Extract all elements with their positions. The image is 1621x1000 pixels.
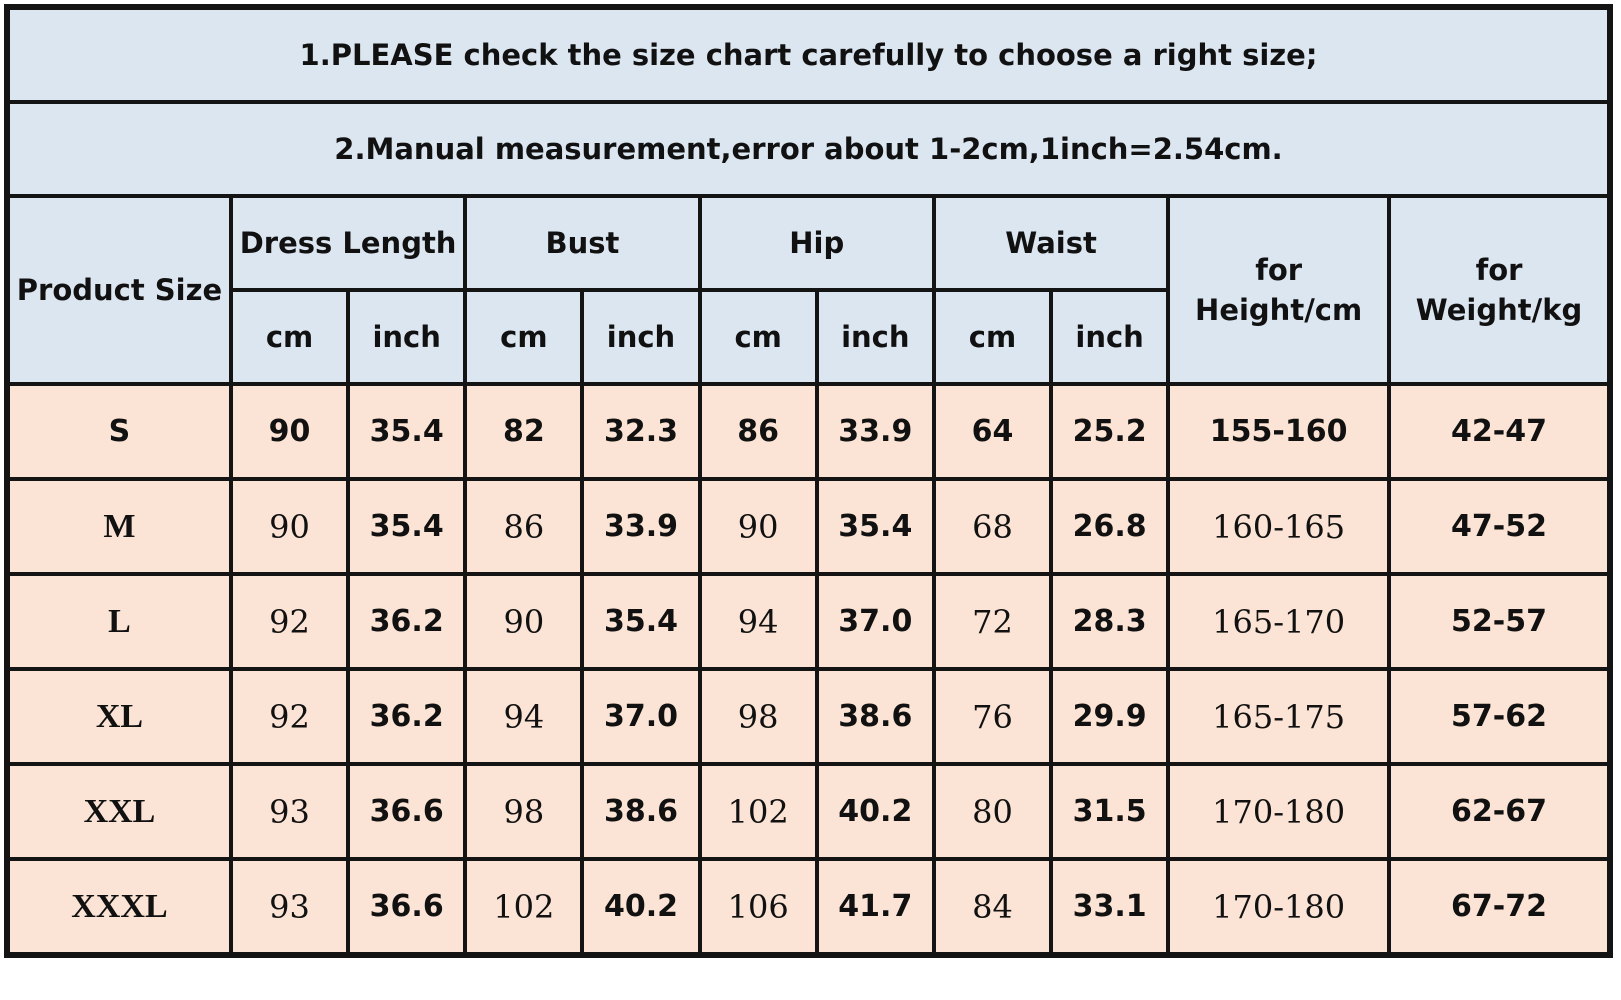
cell-size: XXL [7, 764, 231, 859]
cell-hip-cm: 94 [700, 574, 817, 669]
header-for-weight-line2: Weight/kg [1415, 293, 1583, 327]
unit-inch-waist: inch [1051, 290, 1168, 384]
cell-waist-inch: 33.1 [1051, 859, 1168, 955]
cell-waist-cm: 80 [934, 764, 1051, 859]
cell-bust-inch: 37.0 [582, 669, 699, 764]
cell-hip-cm: 102 [700, 764, 817, 859]
cell-hip-cm: 98 [700, 669, 817, 764]
header-for-weight-line1: for [1475, 253, 1523, 287]
unit-cm-waist: cm [934, 290, 1051, 384]
cell-bust-inch: 38.6 [582, 764, 699, 859]
unit-inch-dress-length: inch [348, 290, 465, 384]
cell-bust-cm: 98 [465, 764, 582, 859]
header-for-height-line1: for [1255, 253, 1303, 287]
notice-measurement-error: 2.Manual measurement,error about 1-2cm,1inch=2.54cm. [7, 102, 1610, 196]
header-for-weight [1389, 196, 1610, 384]
cell-bust-inch: 40.2 [582, 859, 699, 955]
cell-height: 155-160 [1168, 384, 1389, 479]
cell-bust-cm: 86 [465, 479, 582, 574]
cell-hip-cm: 106 [700, 859, 817, 955]
header-product-size: Product Size [7, 196, 231, 384]
cell-waist-cm: 72 [934, 574, 1051, 669]
unit-cm-hip: cm [700, 290, 817, 384]
cell-length-inch: 35.4 [348, 384, 465, 479]
cell-height: 170-180 [1168, 764, 1389, 859]
cell-hip-inch: 33.9 [817, 384, 934, 479]
cell-length-inch: 36.2 [348, 574, 465, 669]
cell-waist-inch: 25.2 [1051, 384, 1168, 479]
cell-length-cm: 90 [231, 479, 348, 574]
cell-bust-inch: 35.4 [582, 574, 699, 669]
header-hip: Hip [700, 196, 934, 290]
cell-weight: 42-47 [1389, 384, 1610, 479]
cell-hip-cm: 86 [700, 384, 817, 479]
cell-size: L [7, 574, 231, 669]
notice-size-check: 1.PLEASE check the size chart carefully to choose a right size; [7, 7, 1610, 102]
cell-length-cm: 90 [231, 384, 348, 479]
cell-weight: 67-72 [1389, 859, 1610, 955]
cell-size: S [7, 384, 231, 479]
cell-length-cm: 93 [231, 859, 348, 955]
cell-hip-inch: 40.2 [817, 764, 934, 859]
cell-waist-inch: 26.8 [1051, 479, 1168, 574]
cell-waist-inch: 31.5 [1051, 764, 1168, 859]
cell-length-inch: 36.6 [348, 764, 465, 859]
cell-height: 160-165 [1168, 479, 1389, 574]
table-row [7, 859, 1610, 955]
cell-size: M [7, 479, 231, 574]
cell-bust-cm: 82 [465, 384, 582, 479]
cell-hip-inch: 41.7 [817, 859, 934, 955]
table-row [7, 479, 1610, 574]
header-waist: Waist [934, 196, 1168, 290]
unit-inch-hip: inch [817, 290, 934, 384]
cell-hip-inch: 37.0 [817, 574, 934, 669]
cell-bust-cm: 94 [465, 669, 582, 764]
cell-bust-cm: 90 [465, 574, 582, 669]
table-row [7, 764, 1610, 859]
table-row [7, 669, 1610, 764]
header-row-main [7, 196, 1610, 290]
size-chart-table [4, 4, 1613, 958]
cell-height: 165-170 [1168, 574, 1389, 669]
cell-size: XXXL [7, 859, 231, 955]
cell-bust-inch: 32.3 [582, 384, 699, 479]
cell-length-inch: 36.2 [348, 669, 465, 764]
cell-weight: 52-57 [1389, 574, 1610, 669]
cell-height: 165-175 [1168, 669, 1389, 764]
cell-bust-cm: 102 [465, 859, 582, 955]
table-row [7, 574, 1610, 669]
table-row [7, 384, 1610, 479]
cell-weight: 62-67 [1389, 764, 1610, 859]
header-dress-length: Dress Length [231, 196, 465, 290]
unit-inch-bust: inch [582, 290, 699, 384]
cell-waist-cm: 68 [934, 479, 1051, 574]
cell-height: 170-180 [1168, 859, 1389, 955]
notice-row [7, 7, 1610, 102]
cell-weight: 57-62 [1389, 669, 1610, 764]
unit-cm-bust: cm [465, 290, 582, 384]
cell-hip-inch: 35.4 [817, 479, 934, 574]
header-bust: Bust [465, 196, 699, 290]
cell-weight: 47-52 [1389, 479, 1610, 574]
unit-cm-dress-length: cm [231, 290, 348, 384]
cell-length-cm: 92 [231, 574, 348, 669]
header-for-height-line2: Height/cm [1195, 293, 1363, 327]
cell-hip-inch: 38.6 [817, 669, 934, 764]
cell-bust-inch: 33.9 [582, 479, 699, 574]
cell-waist-cm: 64 [934, 384, 1051, 479]
cell-waist-inch: 29.9 [1051, 669, 1168, 764]
cell-length-cm: 92 [231, 669, 348, 764]
cell-length-cm: 93 [231, 764, 348, 859]
cell-waist-cm: 84 [934, 859, 1051, 955]
header-for-height [1168, 196, 1389, 384]
cell-length-inch: 36.6 [348, 859, 465, 955]
cell-length-inch: 35.4 [348, 479, 465, 574]
cell-size: XL [7, 669, 231, 764]
cell-hip-cm: 90 [700, 479, 817, 574]
cell-waist-cm: 76 [934, 669, 1051, 764]
notice-row [7, 102, 1610, 196]
cell-waist-inch: 28.3 [1051, 574, 1168, 669]
